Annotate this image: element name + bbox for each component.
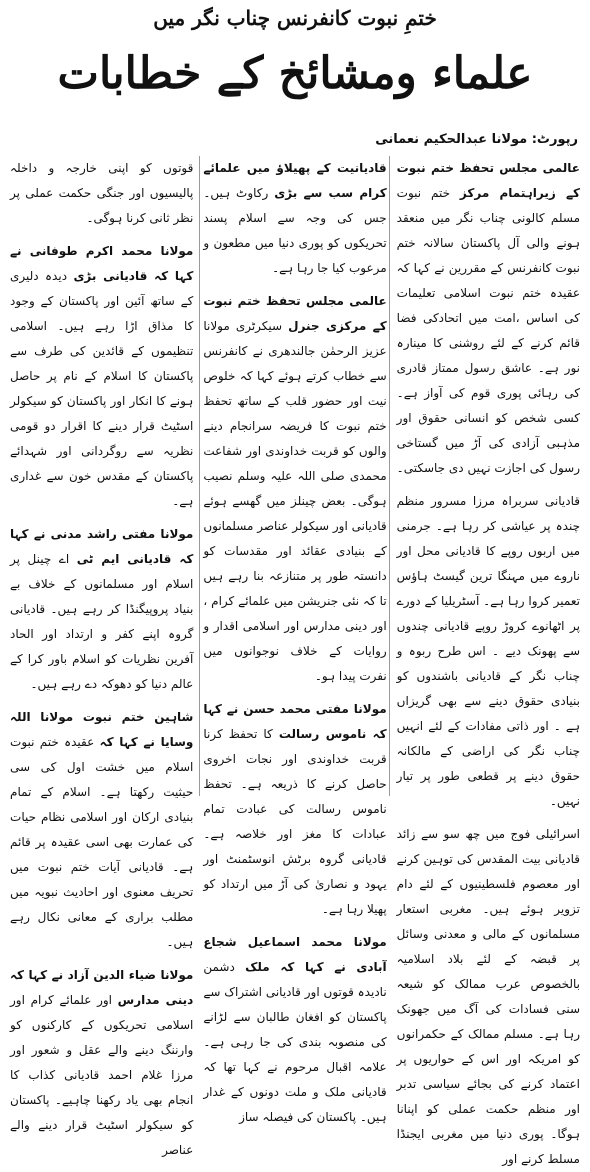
- paragraph-lead: عالمی مجلس تحفظ ختم نبوت کے زیراہتمام مرکز: [396, 161, 580, 200]
- paragraph-lead: مولانا مفتی محمد حسن نے کہا کہ ناموس رسالت: [203, 702, 387, 741]
- paragraph: [203, 930, 386, 1130]
- paragraph: [397, 822, 580, 1172]
- paragraph-text: قادیانی سربراہ مرزا مسرور منظم چندہ پر عیاشی کر رہا ہے۔ جرمنی میں اربوں روپے کا قادیانی محل اور ناروے میں مہنگا ترین گیسٹ ہاؤس تعمیر کروا رہا ہے۔ آسٹریلیا کے دورے پر اٹھانوے کروڑ روپے قادیانی چندوں سے پھونک دیے ۔ اس طرح ربوہ و چناب نگر کے قادیانی باشندوں کو بنیادی حقوق دینے سے بھی گریزاں ہے ۔ اور ذاتی مفادات کے لئے انہیں چناب نگر کی اراضی کے مالکانہ حقوق دینے پر قطعی طور پر تیار نہیں۔: [396, 494, 580, 808]
- paragraph-lead: مولانا محمد اکرم طوفانی نے کہا کہ قادیانی بڑی: [10, 244, 194, 283]
- paragraph-text: کا تحفظ کرنا قربت خداوندی اور نجات اخروی حاصل کرنے کا ذریعہ ہے۔ تحفظ ناموس رسالت کی عبادت تمام عبادات کا مغز اور خلاصہ ہے۔ قادیانی گروہ برٹش انوسٹمنٹ اور یہود و نصاریٰ کی آڑ میں ارتداد کو پھیلا رہا ہے۔: [203, 727, 387, 916]
- paragraph-text: دشمن نادیدہ قوتوں اور قادیانی اشتراک سے پاکستان کو افغان طالبان سے لڑانے کی منصوبہ بندی کی جا رہی ہے۔ علامہ اقبال مرحوم نے کہا تھا کہ قادیانی ملک و ملت دونوں کے غدار ہیں۔ پاکستان کی فیصلہ ساز: [203, 960, 387, 1124]
- paragraph-text: اسرائیلی فوج میں چھ سو سے زائد قادیانی بیت المقدس کی توہین کرنے اور معصوم فلسطینیوں کے لئے دام تزویر ہوئے ہیں۔ مغربی استعار مسلمانوں کے مالی و معدنی وسائل پر قبضہ کے لئے بلاد اسلامیہ بالخصوص عرب ممالک کو شیعہ سنی فسادات کی آگ میں جھونک رہا ہے۔ مسلم ممالک کے حکمرانوں کو امریکہ اور اس کے حواریوں پر اعتماد کرنے کی بجائے سیاسی تدبر اور منظم حکمت عملی کو اپنانا ہوگا۔ پوری دنیا میں مغربی ایجنڈا مسلط کرنے اور: [396, 827, 580, 1166]
- main-headline: علماء ومشائخ کے خطابات: [57, 48, 533, 99]
- paragraph-lead: مولانا ضیاء الدین آزاد نے کہا کہ دینی مدارس: [10, 968, 194, 1007]
- paragraph-text: رکاوٹ ہیں۔ جس کی وجہ سے اسلام پسند تحریکوں کو پوری دنیا میں مطعون و مرعوب کیا جا رہا ہے۔: [203, 186, 387, 275]
- paragraph-lead: قادیانیت کے پھیلاؤ میں علمائے کرام سب سے بڑی: [203, 161, 387, 200]
- column-1: [396, 156, 580, 1166]
- paragraph: [10, 705, 193, 955]
- paragraph-text: اے چینل پر اسلام اور مسلمانوں کے خلاف بے بنیاد پروپیگنڈا کر رہے ہیں۔ قادیانی گروہ اپنے کفر و ارتداد اور الحاد آفرین نظریات کو اسلام باور کرا کے عالم دنیا کو دھوکہ دے رہے ہیں۔: [10, 552, 194, 691]
- paragraph: [203, 289, 386, 689]
- paragraph-lead: مولانا مفتی راشد مدنی نے کہا کہ قادیانی ایم ٹی: [10, 527, 194, 566]
- paragraph-text: ختم نبوت مسلم کالونی چناب نگر میں منعقد ہونے والی آل پاکستان سالانہ ختم نبوت کانفرنس کے مقررین نے کہا کہ عقیدہ ختم نبوت اسلامی تعلیمات کی اساس ،امت میں اتحادکی فضا قائم کرنے کے لئے روشنی کا مینارہ نور ہے۔ عاشق رسول ممتاز قادری کی رہائی پوری قوم کی آواز ہے۔ کسی شخص کو انسانی حقوق اور مذہبی آزادی کی آڑ میں گستاخی رسول کی اجازت نہیں دی جاسکتی۔: [396, 186, 580, 475]
- paragraph-lead: عالمی مجلس تحفظ ختم نبوت کے مرکزی جنرل: [203, 294, 387, 333]
- paragraph: [10, 239, 193, 514]
- paragraph-text: سیکرٹری مولانا عزیز الرحمٰن جالندھری نے کانفرنس سے خطاب کرتے ہوئے کہا کہ خلوص نیت اور حضور قلب کے ساتھ تحفظ ختم نبوت کا فریضہ سرانجام دینے والوں کو قربت خداوندی اور شفاعت محمدی صلی اللہ علیہ وسلم نصیب ہوگی۔ بعض چینلز میں گھسے ہوئے قادیانی اور سیکولر عناصر مسلمانوں کے بنیادی عقائد اور مقدسات کو دانستہ طور پر متنازعہ بنا رہے ہیں تا کہ نئی جنریشن میں علمائے کرام ، اور دینی مدارس اور اسلامی اقدار و روایات کے خلاف نوجوانوں میں نفرت پیدا ہو۔: [203, 319, 387, 683]
- paragraph: [397, 156, 580, 481]
- paragraph: [10, 963, 193, 1163]
- column-2: [203, 156, 387, 1124]
- paragraph: [10, 522, 193, 697]
- paragraph: [203, 156, 386, 281]
- paragraph-text: قوتوں کو اپنی خارجہ و داخلہ پالیسیوں اور جنگی حکمت عملی پر نظر ثانی کرنا ہوگی۔: [10, 161, 194, 225]
- kicker-headline: ختمِ نبوت کانفرنس چناب نگر میں: [153, 6, 437, 30]
- paragraph: [10, 156, 193, 231]
- byline: رپورٹ: مولانا عبدالحکیم نعمانی: [375, 132, 578, 147]
- paragraph-text: عقیدہ ختم نبوت اسلام میں خشت اول کی سی حیثیت رکھتا ہے۔ اسلام کے تمام بنیادی ارکان اور اسلامی نظام حیات کی عمارت بھی اسی عقیدہ پر قائم ہے۔ قادیانی آیات ختم نبوت میں تحریف معنوی اور احادیث نبویہ میں مطلب براری کے معانی نکال رہے ہیں۔: [10, 735, 194, 949]
- paragraph-text: اور علمائے کرام اور اسلامی تحریکوں کے کارکنوں کو وارننگ دینے والے عقل و شعور اور مرزا غلام احمد قادیانی کذاب کا انجام بھی یاد رکھنا چاہیے۔ پاکستان کو سیکولر اسٹیٹ قرار دینے والے عناصر: [10, 993, 194, 1157]
- paragraph-lead: شاہین ختم نبوت مولانا اللہ وسایا نے کہا کہ: [10, 710, 194, 749]
- paragraph-text: دیدہ دلیری کے ساتھ آئین اور پاکستان کے وجود کا مذاق اڑا رہے ہیں۔ اسلامی تنظیموں کے قائدین کی طرف سے پاکستان کا اسلام کے نام پر حاصل ہونے کا انکار اور پاکستان کو سیکولر اسٹیٹ قرار دینے کا اقرار دو قومی نظریہ سے روگردانی اور شہدائے پاکستان کے مقدس خون سے غداری ہے۔: [10, 269, 194, 508]
- column-3: [10, 156, 194, 1157]
- paragraph: [397, 489, 580, 814]
- paragraph: [203, 697, 386, 922]
- paragraph-lead: مولانا محمد اسماعیل شجاع آبادی نے کہا کہ ملک: [203, 935, 387, 974]
- article-columns: [10, 156, 580, 1166]
